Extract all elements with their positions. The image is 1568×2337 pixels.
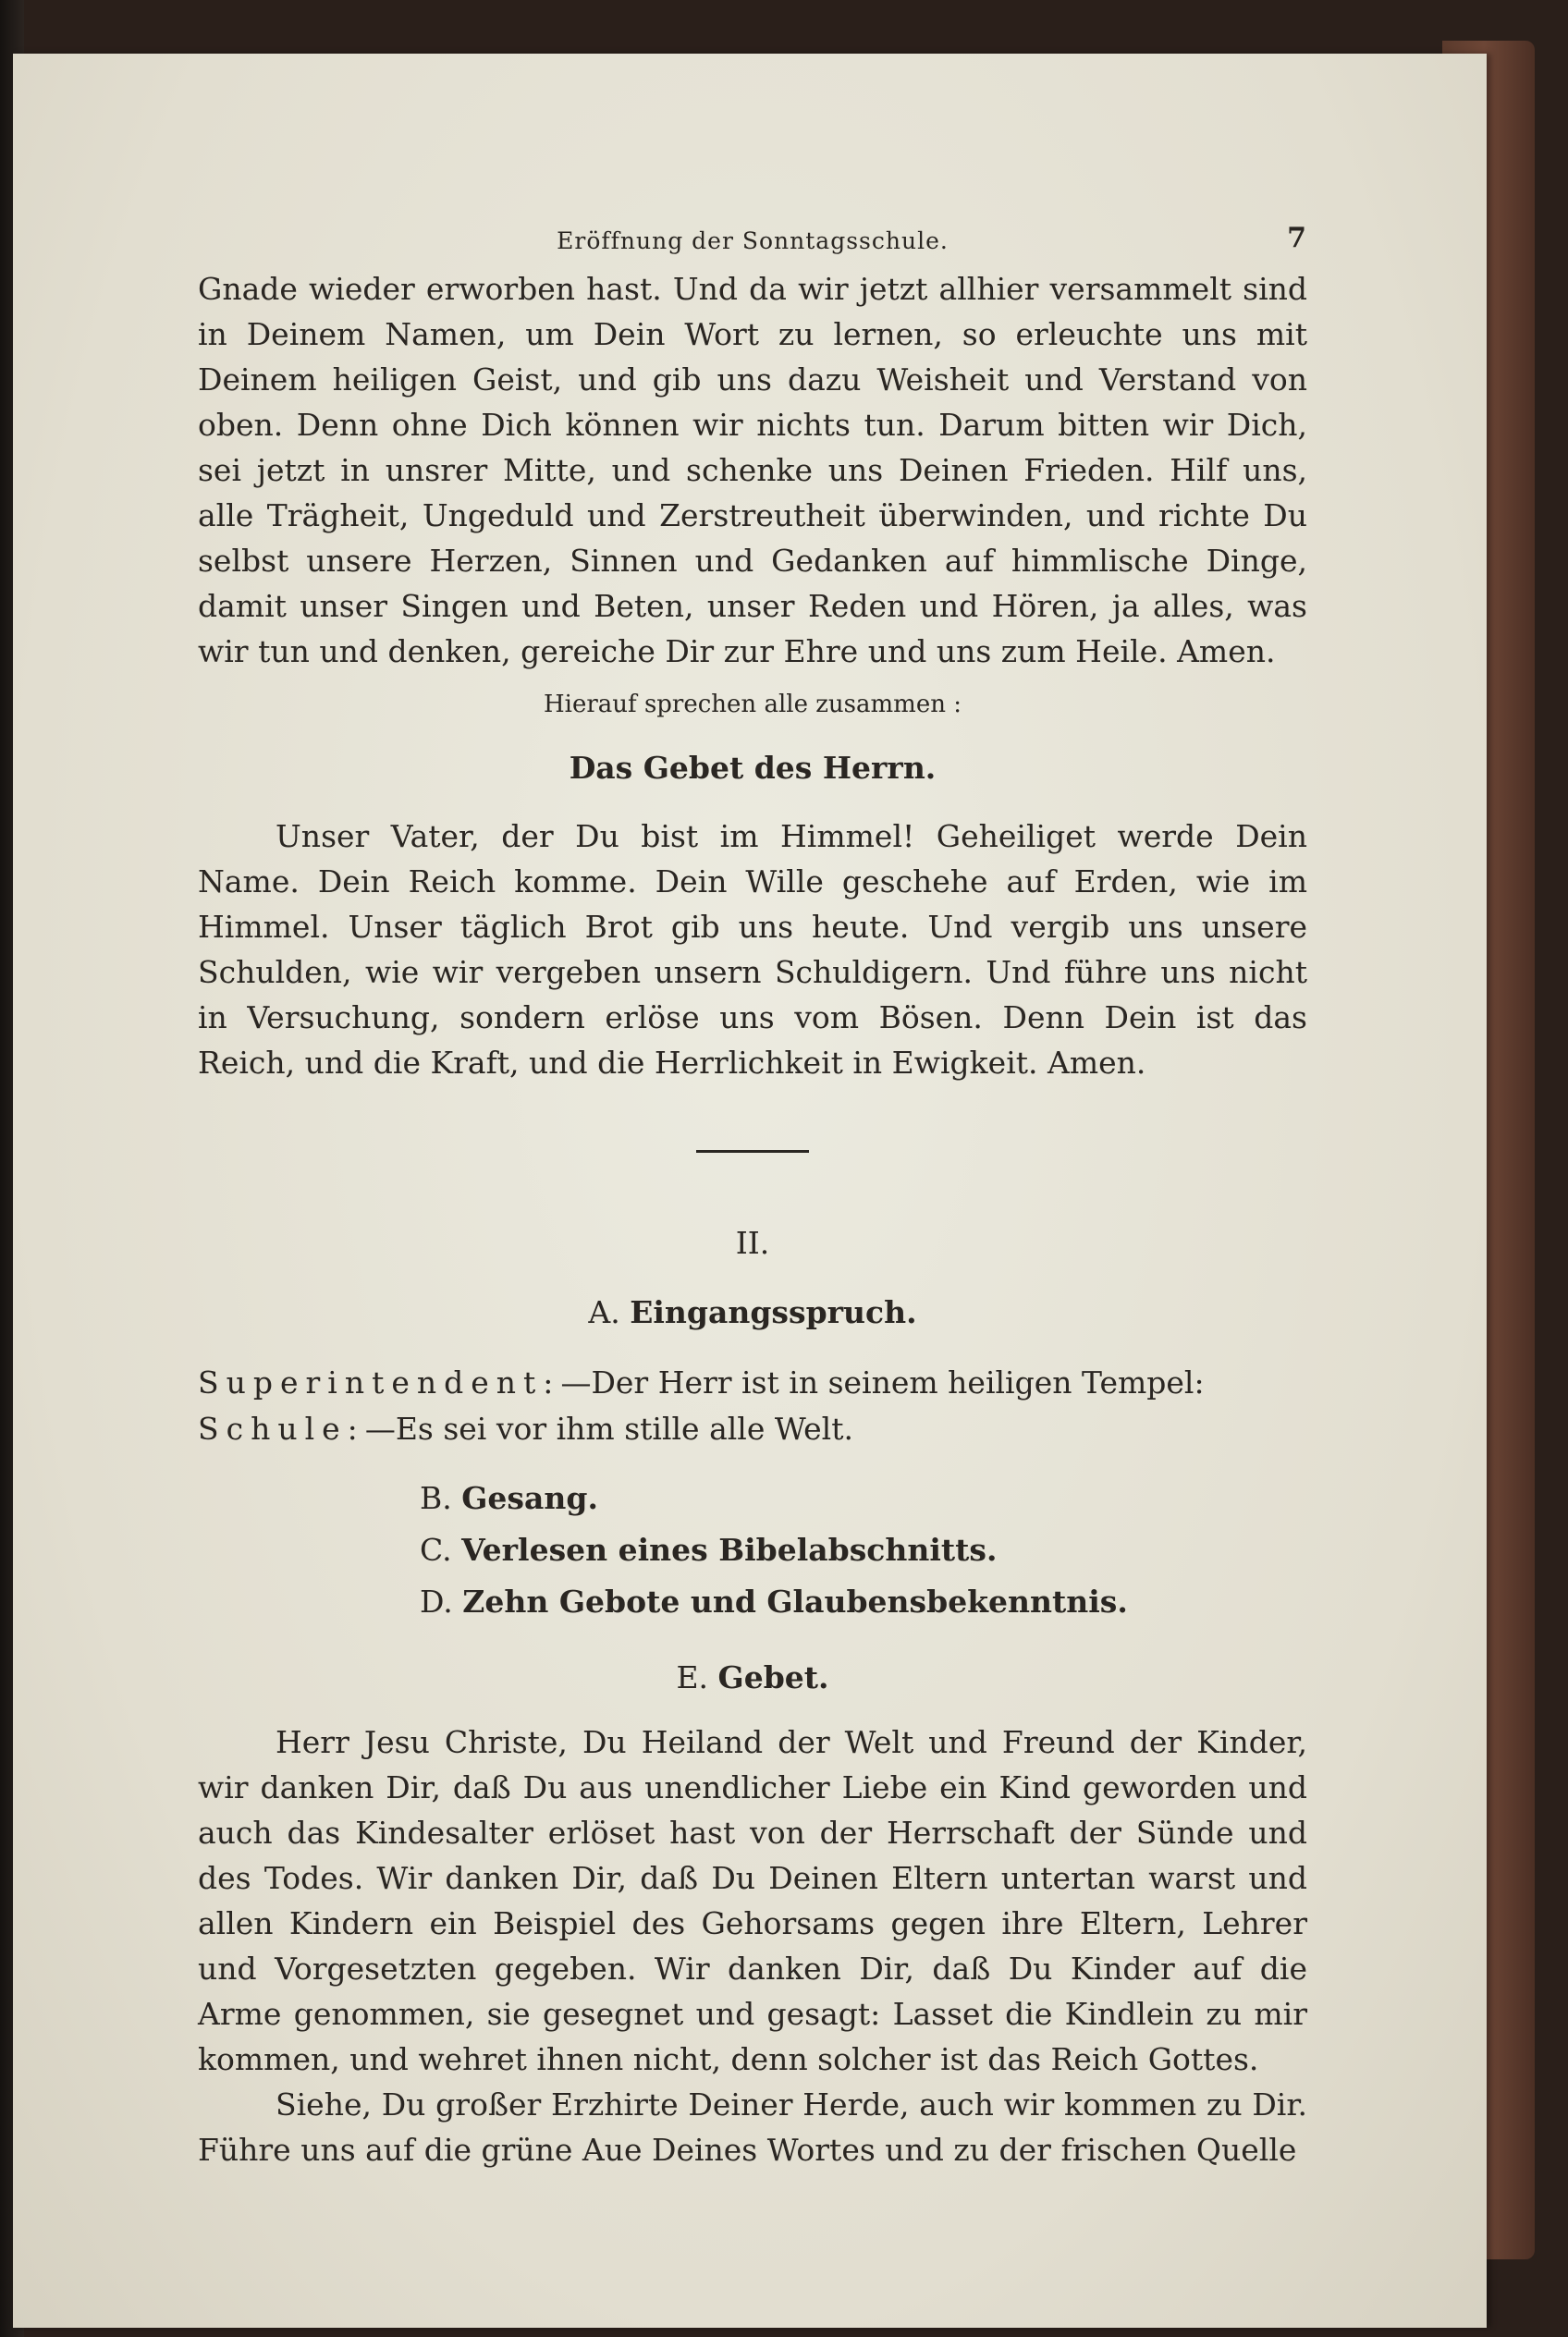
- section-number: II.: [735, 1225, 770, 1261]
- opening-prayer-paragraph: Gnade wieder erworben hast. Und da wir jetzt allhier versammelt sind in Deinem Namen, um Dein Wort zu lernen, so erleuchte uns mit Deinem heiligen Geist, und gib uns dazu Weisheit und Verstand von oben. Denn ohne Dich können wir nichts tun. Darum bitten wir Dich, sei jetzt in unsrer Mitte, und schenke uns Deinen Frieden. Hilf uns, alle Trägheit, Ungeduld und Zerstreutheit überwinden, und richte Du selbst unsere Herzen, Sinnen und Gedanken auf himmlische Dinge, damit unser Singen und Beten, unser Reden und Hören, ja alles, was wir tun und denken, gereiche Dir zur Ehre und uns zum Heile. Amen.: [198, 271, 1307, 669]
- responsive-line: [198, 1360, 1307, 1406]
- running-head: [198, 211, 1307, 266]
- book-page: [13, 54, 1487, 2328]
- section-e-heading: [198, 1659, 1307, 1695]
- list-item-letter: C.: [420, 1532, 452, 1568]
- section-divider: [696, 1150, 809, 1153]
- lords-prayer-text: Unser Vater, der Du bist im Himmel! Geheiliget werde Dein Name. Dein Reich komme. Dein Wille geschehe auf Erden, wie im Himmel. Unser täglich Brot gib uns heute. Und vergib uns unsere Schulden, wie wir vergeben unsern Schuldigern. Und führe uns nicht in Versuchung, sondern erlöse uns vom Bösen. Denn Dein ist das Reich, und die Kraft, und die Herrlichkeit in Ewigkeit. Amen.: [198, 818, 1307, 1081]
- closing-prayer-continuation: Siehe, Du großer Erzhirte Deiner Herde, auch wir kommen zu Dir. Führe uns auf die grüne Aue Deines Wortes und zu der frischen Quelle: [198, 2086, 1307, 2168]
- lords-prayer-heading: Das Gebet des Herrn.: [569, 750, 937, 786]
- list-item-letter: D.: [420, 1584, 453, 1620]
- running-head-title: Eröffnung der Sonntagsschule.: [557, 227, 949, 254]
- list-item: [420, 1473, 1307, 1524]
- section-a-letter: A.: [588, 1294, 620, 1330]
- responsive-line: [198, 1406, 1307, 1452]
- page-number: 7: [1287, 222, 1307, 254]
- speaker-label: Superintendent:: [198, 1364, 561, 1401]
- page-content: [198, 211, 1307, 2172]
- closing-prayer-paragraph: Herr Jesu Christe, Du Heiland der Welt und Freund der Kinder, wir danken Dir, daß Du aus unendlicher Liebe ein Kind geworden und auch das Kindesalter erlöset hast von der Herrschaft der Sünde und des Todes. Wir danken Dir, daß Du Deinen Eltern untertan warst und allen Kindern ein Beispiel des Gehorsams gegen ihre Eltern, Lehrer und Vorgesetzten gegeben. Wir danken Dir, daß Du Kinder auf die Arme genommen, sie gesegnet und gesagt: Lasset die Kindlein zu mir kommen, und wehret ihnen nicht, denn solcher ist das Reich Gottes.: [198, 1724, 1307, 2077]
- list-item-title: Zehn Gebote und Glaubensbekenntnis.: [462, 1584, 1128, 1620]
- list-item-title: Gesang.: [461, 1480, 598, 1516]
- response-text: —Der Herr ist in seinem heiligen Tempel:: [560, 1364, 1205, 1401]
- section-a-heading: [198, 1294, 1307, 1330]
- response-text: —Es sei vor ihm stille alle Welt.: [364, 1411, 853, 1447]
- list-item-title: Verlesen eines Bibelabschnitts.: [461, 1532, 998, 1568]
- list-item-letter: B.: [420, 1480, 452, 1516]
- list-item: [420, 1524, 1307, 1576]
- order-list: [420, 1473, 1307, 1628]
- section-e-letter: E.: [676, 1659, 709, 1695]
- section-a-title: Eingangsspruch.: [630, 1294, 917, 1330]
- instruction-note: Hierauf sprechen alle zusammen :: [544, 691, 962, 718]
- speaker-label: Schule:: [198, 1411, 365, 1447]
- list-item: [420, 1576, 1307, 1628]
- section-e-title: Gebet.: [717, 1659, 829, 1695]
